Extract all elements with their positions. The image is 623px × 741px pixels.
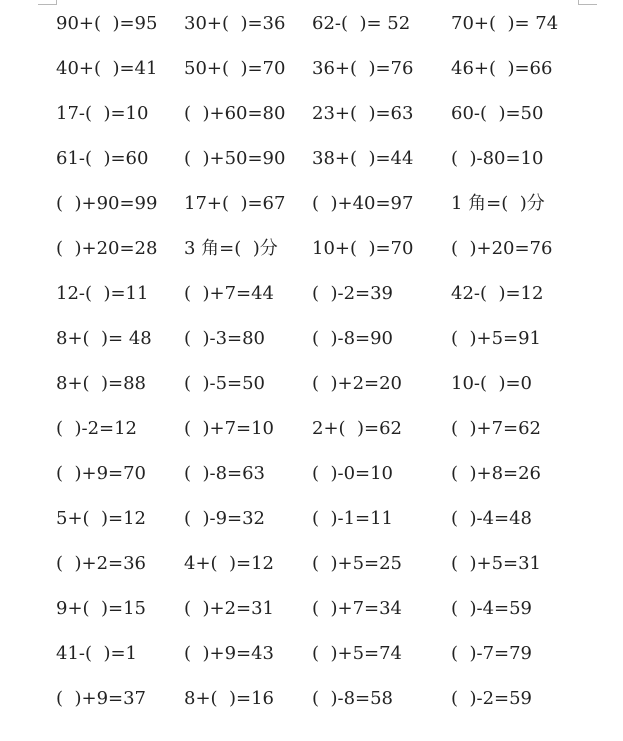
math-problem: ( )+7=44 bbox=[184, 283, 275, 304]
math-problem: ( )-9=32 bbox=[184, 508, 266, 529]
math-problem: 8+( )=88 bbox=[56, 373, 147, 394]
problem-row bbox=[0, 234, 623, 264]
math-problem: ( )+5=91 bbox=[451, 328, 542, 349]
math-problem: 41-( )=1 bbox=[56, 643, 138, 664]
problem-row bbox=[0, 99, 623, 129]
math-problem: ( )+5=31 bbox=[451, 553, 542, 574]
math-problem: 30+( )=36 bbox=[184, 13, 286, 34]
math-problem: ( )+8=26 bbox=[451, 463, 542, 484]
problem-row bbox=[0, 639, 623, 669]
page-corner-mark-right bbox=[578, 0, 597, 5]
problem-row bbox=[0, 414, 623, 444]
math-problem: ( )-4=59 bbox=[451, 598, 533, 619]
math-problem: 17+( )=67 bbox=[184, 193, 286, 214]
math-problem: ( )+7=10 bbox=[184, 418, 275, 439]
problem-row bbox=[0, 144, 623, 174]
problem-row bbox=[0, 549, 623, 579]
math-problem: 40+( )=41 bbox=[56, 58, 158, 79]
math-problem: 2+( )=62 bbox=[312, 418, 403, 439]
math-problem: 62-( )= 52 bbox=[312, 13, 411, 34]
math-problem: ( )-2=12 bbox=[56, 418, 138, 439]
problem-row bbox=[0, 504, 623, 534]
math-problem: ( )-5=50 bbox=[184, 373, 266, 394]
math-problem: 50+( )=70 bbox=[184, 58, 286, 79]
math-problem: ( )+7=34 bbox=[312, 598, 403, 619]
math-problem: ( )-2=59 bbox=[451, 688, 533, 709]
math-problem: 4+( )=12 bbox=[184, 553, 275, 574]
math-problem: ( )-3=80 bbox=[184, 328, 266, 349]
math-problem: ( )+2=36 bbox=[56, 553, 147, 574]
math-problem: ( )-7=79 bbox=[451, 643, 533, 664]
math-problem: ( )+50=90 bbox=[184, 148, 286, 169]
math-problem: ( )-80=10 bbox=[451, 148, 544, 169]
math-problem: 1 角=( )分 bbox=[451, 193, 545, 214]
math-problem: 60-( )=50 bbox=[451, 103, 544, 124]
math-problem: 90+( )=95 bbox=[56, 13, 158, 34]
math-problem: 46+( )=66 bbox=[451, 58, 553, 79]
problem-row bbox=[0, 279, 623, 309]
math-problem: 38+( )=44 bbox=[312, 148, 414, 169]
math-problem: ( )+5=74 bbox=[312, 643, 403, 664]
math-problem: ( )-2=39 bbox=[312, 283, 394, 304]
math-problem: ( )-4=48 bbox=[451, 508, 533, 529]
problem-row bbox=[0, 54, 623, 84]
math-problem: 12-( )=11 bbox=[56, 283, 149, 304]
math-problem: ( )+2=31 bbox=[184, 598, 275, 619]
page-corner-mark-left bbox=[38, 0, 57, 5]
math-problem: ( )-0=10 bbox=[312, 463, 394, 484]
math-problem: ( )+40=97 bbox=[312, 193, 414, 214]
math-problem: 17-( )=10 bbox=[56, 103, 149, 124]
math-problem: ( )+2=20 bbox=[312, 373, 403, 394]
math-problem: ( )+9=70 bbox=[56, 463, 147, 484]
math-problem: ( )+9=43 bbox=[184, 643, 275, 664]
math-problem: 10-( )=0 bbox=[451, 373, 533, 394]
math-problem: ( )+7=62 bbox=[451, 418, 542, 439]
math-problem: 8+( )= 48 bbox=[56, 328, 152, 349]
math-problem: 3 角=( )分 bbox=[184, 238, 278, 259]
problem-row bbox=[0, 594, 623, 624]
math-problem: ( )+20=28 bbox=[56, 238, 158, 259]
math-problem: 9+( )=15 bbox=[56, 598, 147, 619]
problem-row bbox=[0, 684, 623, 714]
problem-row bbox=[0, 324, 623, 354]
math-problem: ( )-8=63 bbox=[184, 463, 266, 484]
problem-row bbox=[0, 369, 623, 399]
math-problem: ( )-8=90 bbox=[312, 328, 394, 349]
problem-row bbox=[0, 9, 623, 39]
math-problem: ( )+60=80 bbox=[184, 103, 286, 124]
math-problem: 23+( )=63 bbox=[312, 103, 414, 124]
math-problem: 5+( )=12 bbox=[56, 508, 147, 529]
math-problem: ( )+9=37 bbox=[56, 688, 147, 709]
math-problem: 8+( )=16 bbox=[184, 688, 275, 709]
math-problem: ( )+20=76 bbox=[451, 238, 553, 259]
math-problem: ( )-1=11 bbox=[312, 508, 394, 529]
math-problem: ( )+5=25 bbox=[312, 553, 403, 574]
problem-row bbox=[0, 189, 623, 219]
math-problem: 10+( )=70 bbox=[312, 238, 414, 259]
problem-row bbox=[0, 459, 623, 489]
math-problem: ( )+90=99 bbox=[56, 193, 158, 214]
math-problem: 36+( )=76 bbox=[312, 58, 414, 79]
math-problem: 42-( )=12 bbox=[451, 283, 544, 304]
math-problem: ( )-8=58 bbox=[312, 688, 394, 709]
math-problem: 61-( )=60 bbox=[56, 148, 149, 169]
math-problem: 70+( )= 74 bbox=[451, 13, 559, 34]
